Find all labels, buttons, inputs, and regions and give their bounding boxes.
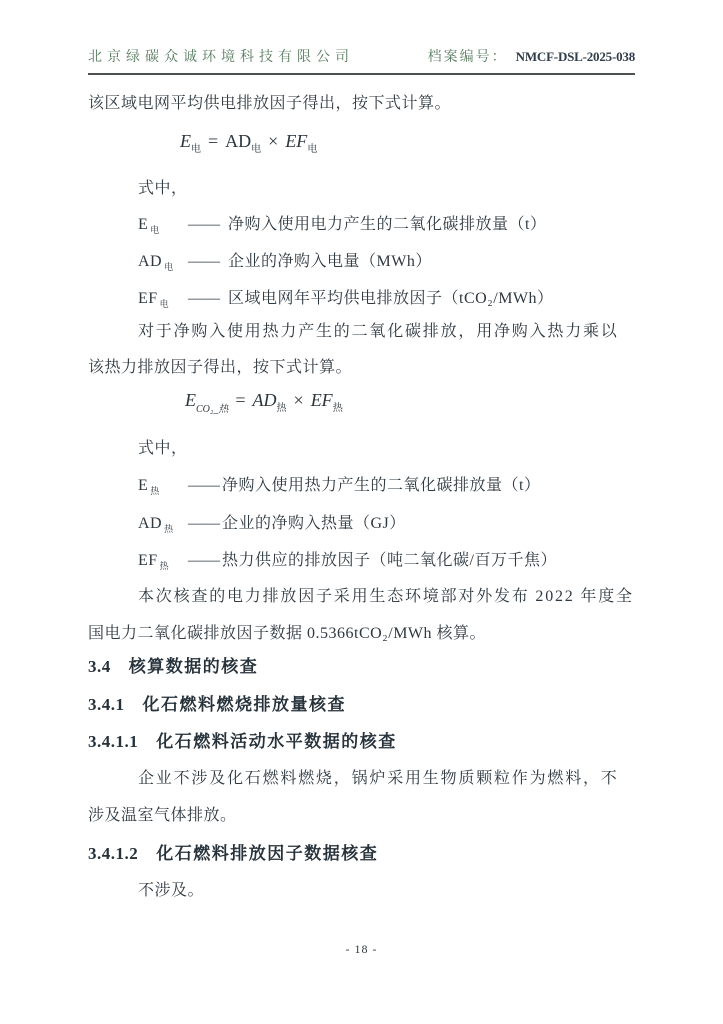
heading-title: 化石燃料排放因子数据核查 xyxy=(156,844,379,863)
formula-sub-e: 电 xyxy=(191,144,201,155)
paragraph-factor-line2: 国电力二氧化碳排放因子数据 0.5366tCO₂/MWh 核算。 xyxy=(88,625,487,642)
definition-term xyxy=(138,550,188,577)
term-symbol: E xyxy=(138,216,149,233)
definition-desc: 区域电网年平均供电排放因子（tCO₂/MWh） xyxy=(228,290,554,307)
paragraph-fossil-line1: 企业不涉及化石燃料燃烧，锅炉采用生物质颗粒作为燃料，不 xyxy=(138,770,619,787)
definition-term xyxy=(138,214,188,241)
heading-title: 核算数据的核查 xyxy=(128,657,259,676)
definition-row-ef-heat xyxy=(138,550,557,577)
company-name: 北京绿碳众诚环境科技有限公司 xyxy=(88,50,354,65)
definition-row-e-elec xyxy=(138,214,546,241)
term-subscript: 电 xyxy=(159,299,170,309)
archive-number-label: 档案编号： xyxy=(427,50,508,65)
definition-dash: —— xyxy=(188,216,220,233)
formula-electricity xyxy=(180,131,317,155)
heading-title: 化石燃料活动水平数据的核查 xyxy=(156,732,397,751)
term-subscript: 热 xyxy=(150,486,160,496)
definition-dash: —— xyxy=(188,477,220,494)
paragraph-heat-line1: 对于净购入使用热力产生的二氧化碳排放，用净购入热力乘以 xyxy=(138,323,619,340)
formula-var-ef: EF xyxy=(310,390,333,410)
formula-sub-ad: 热 xyxy=(276,403,287,414)
paragraph-fossil-line2: 涉及温室气体排放。 xyxy=(88,807,237,824)
archive-number-group xyxy=(428,46,635,66)
formula-sub-ef: 电 xyxy=(307,144,318,155)
equals-sign: = xyxy=(235,390,246,410)
definition-term xyxy=(138,251,188,278)
formula-var-e: E xyxy=(185,390,196,410)
definition-row-ef-elec xyxy=(138,288,554,315)
definition-desc: 企业的净购入电量（MWh） xyxy=(228,253,432,270)
formula-sub-ef: 热 xyxy=(332,403,343,414)
definition-row-e-heat xyxy=(138,475,540,502)
heading-3-4-1 xyxy=(88,694,346,716)
definition-dash: —— xyxy=(188,552,220,569)
term-subscript: 电 xyxy=(150,225,160,235)
formula-heat xyxy=(185,390,343,415)
heading-number: 3.4.1.2 xyxy=(88,844,139,863)
formula-sub-ad: 电 xyxy=(251,144,262,155)
heading-title: 化石燃料燃烧排放量核查 xyxy=(142,695,346,714)
heading-number: 3.4 xyxy=(88,657,111,676)
page-header xyxy=(88,46,635,75)
formula-var-ad: AD xyxy=(252,390,277,410)
where-label-heat: 式中， xyxy=(138,440,188,457)
definition-dash: —— xyxy=(188,290,220,307)
heading-3-4 xyxy=(88,656,258,678)
heading-number: 3.4.1.1 xyxy=(88,732,139,751)
formula-var-ef: EF xyxy=(285,131,308,151)
formula-var-ad: AD xyxy=(225,131,252,151)
paragraph-intro: 该区域电网平均供电排放因子得出，按下式计算。 xyxy=(88,95,452,112)
formula-sub-e: CO₂_热 xyxy=(196,404,229,415)
definition-row-ad-heat xyxy=(138,513,406,540)
paragraph-not-applicable: 不涉及。 xyxy=(138,882,205,899)
definition-desc: 净购入使用电力产生的二氧化碳排放量（t） xyxy=(228,216,547,233)
multiply-sign: × xyxy=(268,131,279,151)
definition-term xyxy=(138,513,188,540)
paragraph-heat-line2: 该热力排放因子得出，按下式计算。 xyxy=(88,359,353,376)
term-symbol: EF xyxy=(138,552,158,569)
definition-row-ad-elec xyxy=(138,251,432,278)
archive-number-value: NMCF-DSL-2025-038 xyxy=(515,49,635,64)
heading-number: 3.4.1 xyxy=(88,695,125,714)
definition-dash: —— xyxy=(188,515,220,532)
term-subscript: 热 xyxy=(159,561,170,571)
term-symbol: E xyxy=(138,477,149,494)
term-subscript: 电 xyxy=(164,262,174,272)
multiply-sign: × xyxy=(293,390,304,410)
heading-3-4-1-1 xyxy=(88,731,397,753)
heading-3-4-1-2 xyxy=(88,843,378,865)
paragraph-factor-line1: 本次核查的电力排放因子采用生态环境部对外发布 2022 年度全 xyxy=(138,588,634,605)
term-symbol: AD xyxy=(138,515,163,532)
term-subscript: 热 xyxy=(164,524,174,534)
where-label-electricity: 式中， xyxy=(138,180,188,197)
formula-var-e: E xyxy=(180,131,191,151)
definition-term xyxy=(138,475,188,502)
equals-sign: = xyxy=(208,131,219,151)
definition-desc: 热力供应的排放因子（吨二氧化碳/百万千焦） xyxy=(222,552,557,569)
definition-desc: 企业的净购入热量（GJ） xyxy=(222,515,406,532)
definition-desc: 净购入使用热力产生的二氧化碳排放量（t） xyxy=(222,477,541,494)
definition-term xyxy=(138,288,188,315)
term-symbol: AD xyxy=(138,253,163,270)
term-symbol: EF xyxy=(138,290,158,307)
definition-dash: —— xyxy=(188,253,220,270)
page-number: - 18 - xyxy=(345,942,378,956)
